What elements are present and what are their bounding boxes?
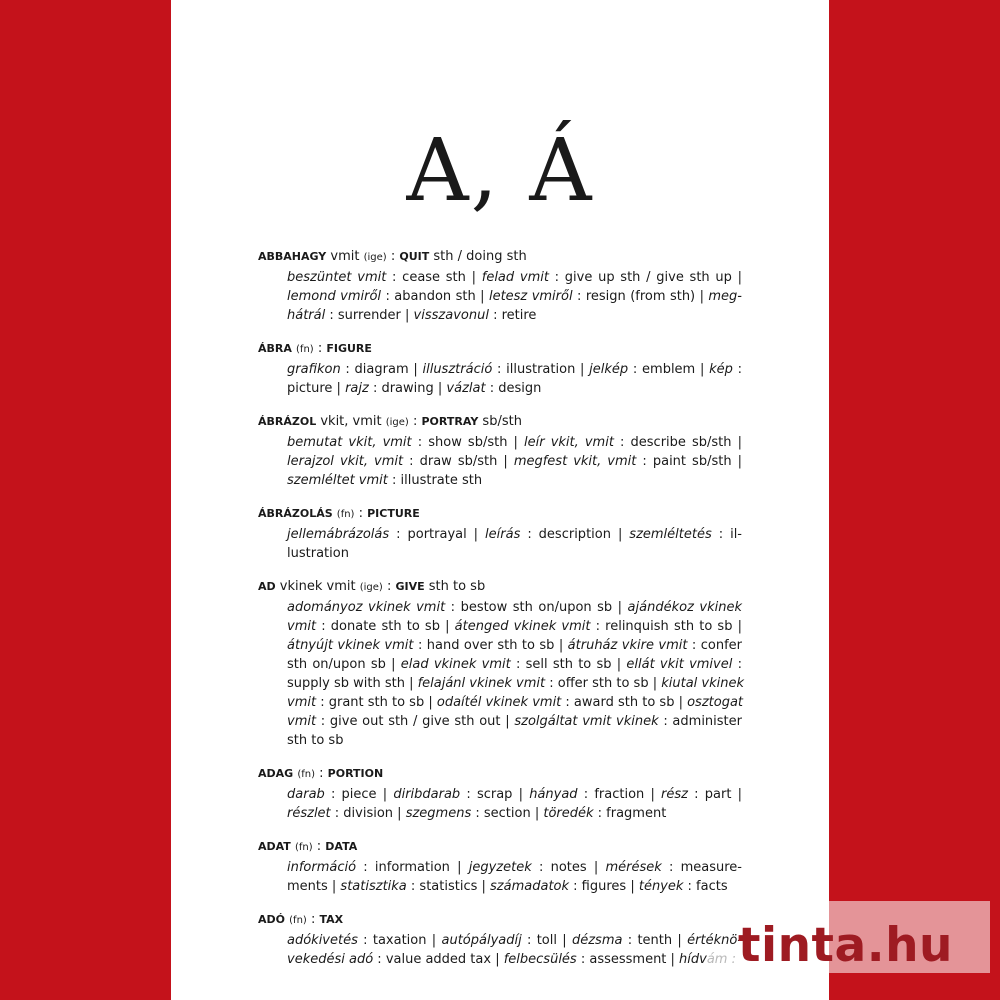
- entry-headword-line: [258, 836, 742, 858]
- translation-text: : sell sth to sb |: [510, 657, 627, 672]
- headword-term: ÁBRÁZOLÁS: [258, 507, 333, 520]
- translation-text: : statistics |: [406, 879, 491, 894]
- synonym-term: vmit: [287, 714, 317, 729]
- dictionary-entry: [258, 909, 742, 969]
- synonym-term: vekedési adó: [287, 952, 374, 967]
- synonym-line: [258, 306, 742, 325]
- translation-text: : diagram |: [340, 362, 423, 377]
- dictionary-page: [171, 0, 829, 1000]
- headword-text: :: [382, 579, 396, 594]
- synonym-term: felajánl vkinek vmit: [417, 676, 546, 691]
- headword-text: (fn): [294, 842, 313, 853]
- headword-term: ÁBRA: [258, 342, 292, 355]
- translation-text: : drawing |: [368, 381, 447, 396]
- translation-text: : fragment: [593, 806, 667, 821]
- synonym-line: [258, 617, 742, 636]
- translation-text: :: [732, 657, 742, 672]
- headword-text: :: [408, 414, 422, 429]
- headword-text: :: [313, 341, 327, 356]
- synonym-term: visszavonul: [413, 308, 489, 323]
- dictionary-entry: [258, 246, 742, 325]
- translation-text: : illustration |: [492, 362, 590, 377]
- synonym-line: [258, 433, 742, 452]
- synonym-term: számadatok: [490, 879, 570, 894]
- headword-term: TAX: [319, 913, 344, 926]
- translation-text: picture |: [287, 381, 346, 396]
- headword-term: ADAG: [258, 767, 294, 780]
- synonym-term: grafikon: [287, 362, 341, 377]
- translation-text: : award sth to sb |: [561, 695, 688, 710]
- translation-text: : abandon sth |: [381, 289, 489, 304]
- synonym-term: lemond vmiről: [287, 289, 382, 304]
- headword-text: (fn): [297, 769, 315, 780]
- translation-text: : toll |: [521, 933, 572, 948]
- synonym-term: átnyújt vkinek vmit: [287, 638, 414, 653]
- headword-term: QUIT: [399, 250, 430, 263]
- entry-headword-line: [258, 576, 742, 598]
- headword-term: ADÓ: [258, 913, 285, 926]
- translation-text: : resign (from sth) |: [572, 289, 709, 304]
- synonym-line: [258, 268, 742, 287]
- synonym-term: rajz: [345, 381, 369, 396]
- synonym-term: jelkép: [589, 362, 629, 377]
- synonym-term: bemutat vkit, vmit: [287, 435, 412, 450]
- translation-text: : administer: [658, 714, 742, 729]
- synonym-term: rész: [661, 787, 688, 802]
- synonym-term: ám :: [706, 952, 736, 967]
- synonym-term: hátrál: [287, 308, 326, 323]
- entry-list: [258, 246, 745, 982]
- headword-text: (ige): [385, 417, 409, 428]
- translation-text: : measure-: [661, 860, 742, 875]
- synonym-term: adományoz vkinek vmit: [287, 600, 446, 615]
- headword-term: PORTION: [327, 767, 384, 780]
- synonym-term: megfest vkit, vmit: [513, 454, 637, 469]
- synonym-term: kép: [709, 362, 733, 377]
- translation-text: : retire: [488, 308, 537, 323]
- translation-text: sth to sb: [287, 733, 344, 748]
- entry-headword-line: [258, 246, 742, 268]
- headword-text: sth / doing sth: [429, 249, 527, 264]
- translation-text: : give up sth / give sth up |: [548, 270, 742, 285]
- headword-text: sth to sb: [424, 579, 486, 594]
- synonym-term: darab: [287, 787, 325, 802]
- translation-text: : design: [485, 381, 542, 396]
- synonym-term: diribdarab: [393, 787, 461, 802]
- headword-text: vkit, vmit: [316, 414, 386, 429]
- synonym-term: lerajzol vkit, vmit: [287, 454, 404, 469]
- translation-text: : give out sth / give sth out |: [316, 714, 515, 729]
- synonym-term: átenged vkinek vmit: [454, 619, 591, 634]
- translation-text: supply sb with sth |: [287, 676, 418, 691]
- synonym-term: mérések: [605, 860, 662, 875]
- headword-text: sb/sth: [478, 414, 522, 429]
- letter-heading: A, Á: [406, 121, 594, 221]
- synonym-line: [258, 877, 742, 896]
- tinta-logo[interactable]: tinta.hu: [738, 918, 953, 973]
- entry-headword-line: [258, 503, 742, 525]
- headword-term: GIVE: [395, 580, 425, 593]
- synonym-line: [258, 655, 742, 674]
- synonym-term: kiutal vkinek: [661, 676, 745, 691]
- translation-text: : emblem |: [628, 362, 710, 377]
- synonym-term: letesz vmiről: [488, 289, 573, 304]
- synonym-line: [258, 785, 742, 804]
- synonym-term: beszüntet vmit: [287, 270, 387, 285]
- translation-text: : describe sb/sth |: [613, 435, 742, 450]
- translation-text: : surrender |: [325, 308, 414, 323]
- synonym-term: szegmens: [405, 806, 472, 821]
- translation-text: : illustrate sth: [387, 473, 483, 488]
- translation-text: : show sb/sth |: [411, 435, 525, 450]
- synonym-line: [258, 731, 742, 750]
- synonym-term: leírás: [485, 527, 521, 542]
- headword-term: FIGURE: [326, 342, 372, 355]
- translation-text: : il-: [711, 527, 742, 542]
- synonym-term: odaítél vkinek vmit: [436, 695, 562, 710]
- translation-text: : confer: [687, 638, 743, 653]
- headword-term: DATA: [325, 840, 358, 853]
- synonym-term: hányad: [529, 787, 578, 802]
- synonym-term: illusztráció: [422, 362, 493, 377]
- dictionary-entry: [258, 836, 742, 896]
- synonym-term: értéknö-: [687, 933, 742, 948]
- synonym-term: vmit: [287, 619, 317, 634]
- translation-text: : donate sth to sb |: [316, 619, 455, 634]
- dictionary-entry: [258, 503, 742, 563]
- headword-term: PORTRAY: [421, 415, 479, 428]
- entry-headword-line: [258, 338, 742, 360]
- synonym-line: [258, 636, 742, 655]
- synonym-line: [258, 693, 742, 712]
- dictionary-entry: [258, 411, 742, 490]
- translation-text: : value added tax |: [373, 952, 504, 967]
- translation-text: : hand over sth to sb |: [413, 638, 568, 653]
- headword-text: vkinek vmit: [275, 579, 360, 594]
- synonym-line: [258, 931, 742, 950]
- translation-text: : notes |: [531, 860, 606, 875]
- translation-text: : grant sth to sb |: [316, 695, 437, 710]
- translation-text: : taxation |: [357, 933, 442, 948]
- synonym-term: ajándékoz vkinek: [627, 600, 742, 615]
- dictionary-entry: [258, 576, 745, 750]
- translation-text: :: [732, 362, 742, 377]
- translation-text: ments |: [287, 879, 341, 894]
- synonym-term: részlet: [287, 806, 331, 821]
- headword-text: (fn): [336, 509, 355, 520]
- synonym-line: [258, 360, 742, 379]
- headword-term: AD: [258, 580, 276, 593]
- translation-text: : fraction |: [577, 787, 662, 802]
- synonym-line: [258, 471, 742, 490]
- translation-text: : bestow sth on/upon sb |: [445, 600, 628, 615]
- headword-text: :: [306, 912, 320, 927]
- synonym-term: szemléltetés: [629, 527, 712, 542]
- synonym-line: [258, 598, 742, 617]
- translation-text: : scrap |: [460, 787, 530, 802]
- synonym-line: [258, 950, 742, 969]
- translation-text: : part |: [687, 787, 742, 802]
- synonym-line: [258, 544, 742, 563]
- synonym-term: átruház vkire vmit: [567, 638, 688, 653]
- translation-text: : description |: [520, 527, 630, 542]
- entry-headword-line: [258, 411, 742, 433]
- translation-text: : section |: [471, 806, 544, 821]
- translation-text: : tenth |: [622, 933, 688, 948]
- synonym-term: meg-: [708, 289, 742, 304]
- synonym-line: [258, 712, 742, 731]
- synonym-term: jellemábrázolás: [287, 527, 390, 542]
- synonym-term: vmit: [287, 695, 317, 710]
- synonym-term: felad vmit: [481, 270, 549, 285]
- dictionary-entry: [258, 763, 742, 823]
- synonym-term: autópályadíj: [441, 933, 522, 948]
- entry-headword-line: [258, 763, 742, 785]
- synonym-term: vázlat: [446, 381, 486, 396]
- synonym-line: [258, 379, 742, 398]
- translation-text: : information |: [356, 860, 469, 875]
- headword-text: :: [354, 506, 368, 521]
- synonym-line: [258, 287, 742, 306]
- translation-text: : piece |: [324, 787, 394, 802]
- translation-text: : offer sth to sb |: [545, 676, 662, 691]
- translation-text: : assessment |: [576, 952, 680, 967]
- synonym-term: tények: [638, 879, 684, 894]
- translation-text: : cease sth |: [386, 270, 482, 285]
- headword-term: ABBAHAGY: [258, 250, 327, 263]
- synonym-term: adókivetés: [287, 933, 358, 948]
- translation-text: : figures |: [569, 879, 639, 894]
- synonym-term: elad vkinek vmit: [400, 657, 511, 672]
- headword-text: (ige): [359, 582, 383, 593]
- synonym-line: [258, 858, 742, 877]
- headword-text: :: [386, 249, 400, 264]
- translation-text: : portrayal |: [389, 527, 486, 542]
- headword-term: ÁBRÁZOL: [258, 415, 317, 428]
- headword-text: (ige): [363, 252, 387, 263]
- headword-text: vmit: [326, 249, 364, 264]
- translation-text: : relinquish sth to sb |: [590, 619, 742, 634]
- headword-text: :: [315, 766, 328, 781]
- headword-term: ADAT: [258, 840, 291, 853]
- headword-text: (fn): [296, 344, 314, 355]
- synonym-line: [258, 525, 742, 544]
- synonym-term: felbecsülés: [503, 952, 577, 967]
- synonym-term: szolgáltat vmit vkinek: [514, 714, 659, 729]
- translation-text: sth on/upon sb |: [287, 657, 401, 672]
- translation-text: : paint sb/sth |: [636, 454, 742, 469]
- synonym-line: [258, 804, 742, 823]
- synonym-term: szemléltet vmit: [287, 473, 388, 488]
- synonym-line: [258, 674, 745, 693]
- synonym-term: jegyzetek: [468, 860, 532, 875]
- headword-text: :: [312, 839, 326, 854]
- synonym-term: töredék: [543, 806, 594, 821]
- synonym-term: hídv: [679, 952, 707, 967]
- headword-term: PICTURE: [367, 507, 420, 520]
- translation-text: : division |: [330, 806, 406, 821]
- synonym-term: információ: [287, 860, 357, 875]
- entry-headword-line: [258, 909, 742, 931]
- synonym-term: dézsma: [571, 933, 623, 948]
- translation-text: : draw sb/sth |: [403, 454, 514, 469]
- synonym-term: ellát vkit vmivel: [626, 657, 733, 672]
- dictionary-entry: [258, 338, 742, 398]
- synonym-term: osztogat: [687, 695, 744, 710]
- synonym-term: leír vkit, vmit: [524, 435, 614, 450]
- headword-text: (fn): [289, 915, 307, 926]
- translation-text: lustration: [287, 546, 349, 561]
- synonym-term: statisztika: [340, 879, 407, 894]
- translation-text: : facts: [683, 879, 728, 894]
- synonym-line: [258, 452, 742, 471]
